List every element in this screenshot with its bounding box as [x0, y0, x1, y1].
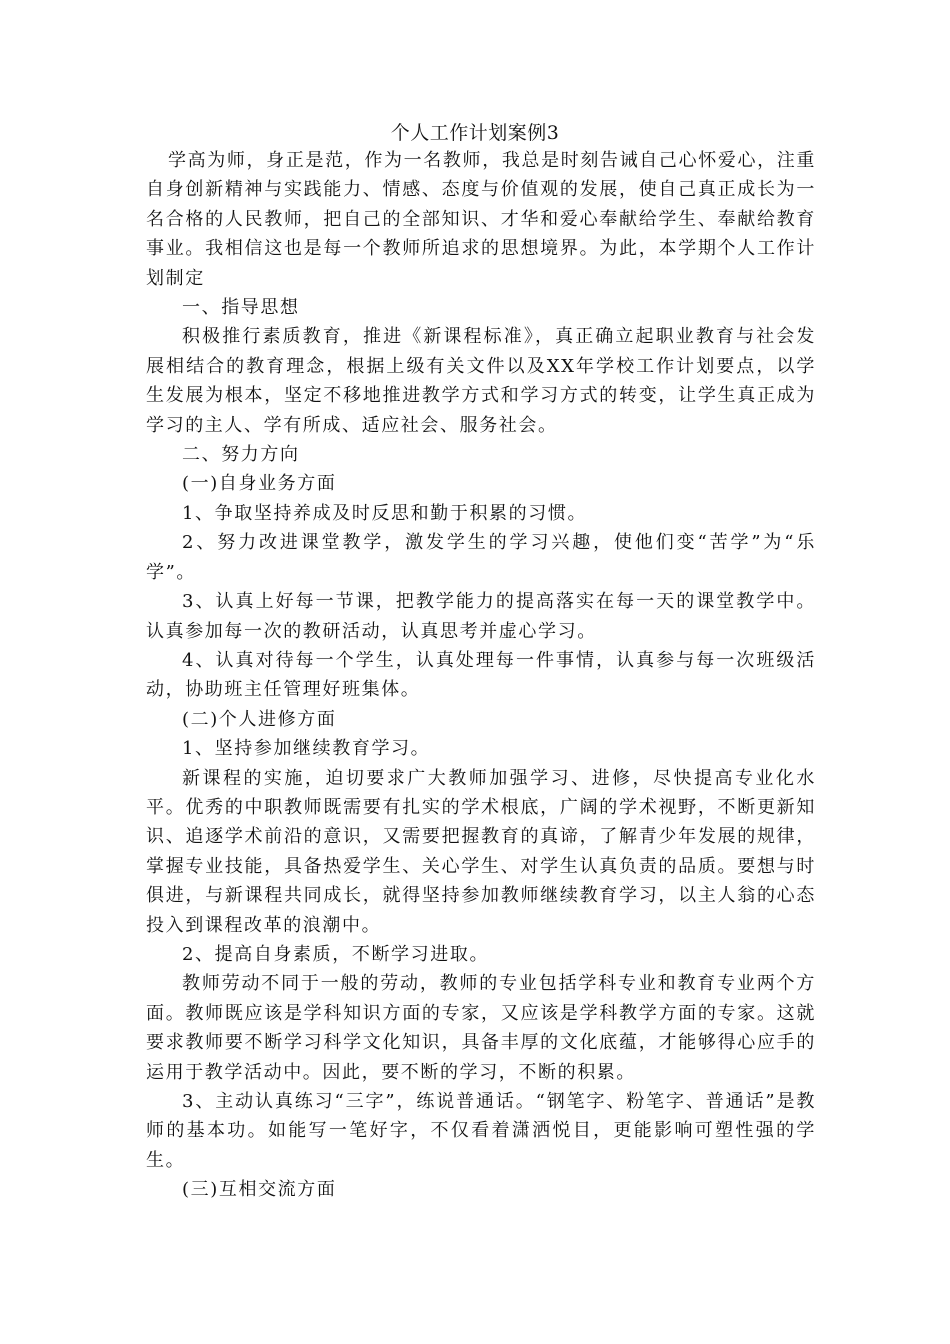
- subsection-heading-exchange: (三)互相交流方面: [182, 1179, 337, 1201]
- study-item-3: 3、主动认真练习“三字”，练说普通话。“钢笔字、粉笔字、普通话”是教师的基本功。如能写一笔好字，不仅看着潇洒悦目，更能影响可塑性强的学生。: [146, 1091, 816, 1171]
- business-item-2: 2、努力改进课堂教学，激发学生的学习兴趣，使他们变“苦学”为“乐学”。: [146, 532, 816, 583]
- business-item-3: 3、认真上好每一节课，把教学能力的提高落实在每一天的课堂教学中。认真参加每一次的教研活动，认真思考并虚心学习。: [146, 591, 816, 642]
- study-item-2: 2、提高自身素质，不断学习进取。: [182, 943, 490, 965]
- subsection-heading-business: (一)自身业务方面: [182, 473, 337, 495]
- document-title: 个人工作计划案例3: [390, 122, 560, 144]
- business-item-1: 1、争取坚持养成及时反思和勤于积累的习惯。: [182, 502, 588, 524]
- business-item-4: 4、认真对待每一个学生，认真处理每一件事情，认真参与每一次班级活动，协助班主任管理好班集体。: [146, 649, 816, 701]
- section-heading-guiding-thought: 一、指导思想: [182, 297, 300, 319]
- document-body: [146, 146, 816, 1205]
- study-item-2-paragraph: 教师劳动不同于一般的劳动，教师的专业包括学科专业和教育专业两个方面。教师既应该是学科知识方面的专家，又应该是学科教学方面的专家。这就要求教师要不断学习科学文化知识，具备丰厚的文化底蕴，才能够得心应手的运用于教学活动中。因此，要不断的学习，不断的积累。: [146, 973, 816, 1083]
- section-heading-effort-direction: 二、努力方向: [182, 444, 300, 466]
- guiding-thought-paragraph: 积极推行素质教育，推进《新课程标准》，真正确立起职业教育与社会发展相结合的教育理念，根据上级有关文件以及XX年学校工作计划要点，以学生发展为根本，坚定不移地推进教学方式和学习方式的转变，让学生真正成为学习的主人、学有所成、适应社会、服务社会。: [146, 326, 816, 436]
- study-item-1: 1、坚持参加继续教育学习。: [182, 738, 431, 760]
- subsection-heading-study: (二)个人进修方面: [182, 708, 337, 730]
- study-item-1-paragraph: 新课程的实施，迫切要求广大教师加强学习、进修，尽快提高专业化水平。优秀的中职教师既需要有扎实的学术根底，广阔的学术视野，不断更新知识、追逐学术前沿的意识，又需要把握教育的真谛，了解青少年发展的规律，掌握专业技能，具备热爱学生、关心学生、对学生认真负责的品质。要想与时俱进，与新课程共同成长，就得坚持参加教师继续教育学习，以主人翁的心态投入到课程改革的浪潮中。: [146, 767, 816, 936]
- intro-paragraph: 学高为师，身正是范，作为一名教师，我总是时刻告诫自己心怀爱心，注重自身创新精神与实践能力、情感、态度与价值观的发展，使自己真正成长为一名合格的人民教师，把自己的全部知识、才华和爱心奉献给学生、奉献给教育事业。我相信这也是每一个教师所追求的思想境界。为此，本学期个人工作计划制定: [146, 150, 816, 289]
